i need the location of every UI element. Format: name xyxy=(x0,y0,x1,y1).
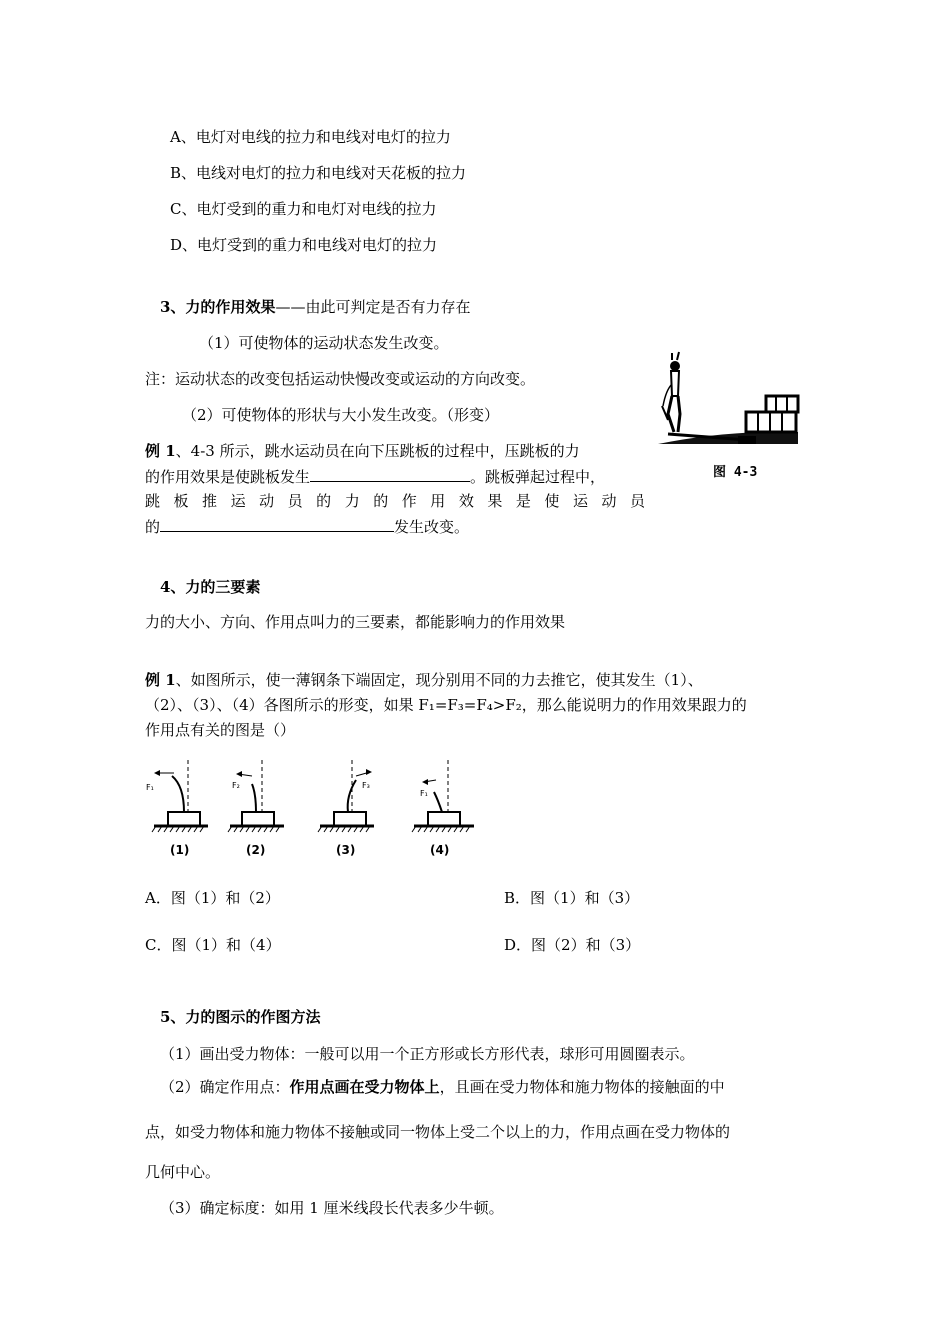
example-3-line-1: 例 1、4-3 所示，跳水运动员在向下压跳板的过程中，压跳板的力 xyxy=(145,442,580,460)
section-5-item-3: （3）确定标度：如用 1 厘米线段长代表多少牛顿。 xyxy=(160,1199,504,1217)
choice-b[interactable]: B．图（1）和（3） xyxy=(504,889,640,907)
example-3-line-4: 的 发生改变。 xyxy=(145,515,469,537)
answer-blank-1[interactable] xyxy=(310,465,470,482)
section-5-item-2: （2）确定作用点：作用点画在受力物体上，且画在受力物体和施力物体的接触面的中 xyxy=(160,1078,725,1096)
figure-label-3: (3) xyxy=(336,843,356,857)
force-label-1: F₁ xyxy=(146,783,154,792)
force-label-2: F₂ xyxy=(232,781,240,790)
section-3-item-2: （2）可使物体的形状与大小发生改变。（形变） xyxy=(182,406,500,424)
strip-figure-2 xyxy=(228,760,284,857)
section-4-heading: 4、力的三要素 xyxy=(160,578,261,596)
strip-figure-3 xyxy=(318,760,374,857)
answer-blank-2[interactable] xyxy=(160,515,394,532)
choice-a[interactable]: A．图（1）和（2） xyxy=(145,889,280,907)
example-4-line-1: 例 1、如图所示，使一薄钢条下端固定，现分别用不同的力去推它，使其发生（1）、 xyxy=(145,671,703,689)
option-a: A、电灯对电线的拉力和电线对电灯的拉力 xyxy=(170,128,451,146)
figure-4-3-caption: 图 4-3 xyxy=(713,465,758,480)
strip-figure-4 xyxy=(412,760,474,857)
steel-strip-figures xyxy=(148,758,488,858)
section-4-text: 力的大小、方向、作用点叫力的三要素，都能影响力的作用效果 xyxy=(145,613,566,631)
choice-c[interactable]: C．图（1）和（4） xyxy=(145,936,281,954)
choice-d[interactable]: D．图（2）和（3） xyxy=(504,936,641,954)
example-4-line-2: （2）、（3）、（4）各图所示的形变，如果 F₁=F₃=F₄>F₂，那么能说明力的作用效果跟力的 xyxy=(145,696,747,714)
section-3-note: 注：运动状态的改变包括运动快慢改变或运动的方向改变。 xyxy=(145,370,536,388)
example-4-line-3: 作用点有关的图是（） xyxy=(145,721,296,739)
force-label-3: F₃ xyxy=(362,781,370,790)
option-c: C、电灯受到的重力和电灯对电线的拉力 xyxy=(170,200,437,218)
option-d: D、电灯受到的重力和电线对电灯的拉力 xyxy=(170,236,438,254)
figure-label-4: (4) xyxy=(430,843,450,857)
diver-figure xyxy=(658,348,808,446)
figure-label-1: (1) xyxy=(170,843,190,857)
section-5-item-2-line-2: 点，如受力物体和施力物体不接触或同一物体上受二个以上的力，作用点画在受力物体的 xyxy=(145,1123,731,1141)
example-3-line-3: 跳 板 推 运 动 员 的 力 的 作 用 效 果 是 使 运 动 员 xyxy=(145,492,645,510)
section-5-item-1: （1）画出受力物体：一般可以用一个正方形或长方形代表，球形可用圆圈表示。 xyxy=(160,1045,695,1063)
strip-figure-1 xyxy=(146,760,208,857)
section-3-item-1: （1）可使物体的运动状态发生改变。 xyxy=(199,334,449,352)
figure-label-2: (2) xyxy=(246,843,266,857)
example-3-line-2: 的作用效果是使跳板发生 。跳板弹起过程中， xyxy=(145,465,605,487)
section-3-heading: 3、力的作用效果——由此可判定是否有力存在 xyxy=(160,298,471,316)
option-b: B、电线对电灯的拉力和电线对天花板的拉力 xyxy=(170,164,467,182)
section-5-heading: 5、力的图示的作图方法 xyxy=(160,1008,321,1026)
section-5-item-2-line-3: 几何中心。 xyxy=(145,1163,221,1181)
force-label-4: F₁ xyxy=(420,789,428,798)
